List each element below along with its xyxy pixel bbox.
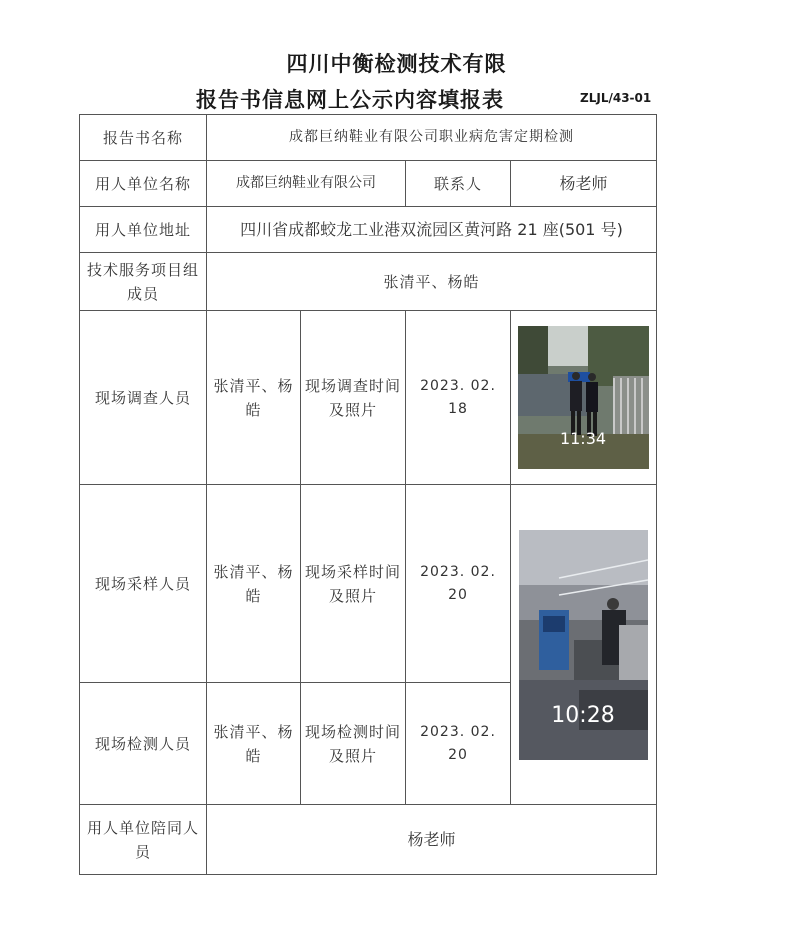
testing-time-label: 现场检测时间及照片: [301, 683, 406, 805]
survey-photo-time: 11:34: [559, 429, 607, 448]
label-contact: 联系人: [406, 161, 511, 207]
survey-time-label: 现场调查时间及照片: [301, 311, 406, 485]
info-table: [79, 114, 657, 875]
label-testing: 现场检测人员: [80, 683, 207, 805]
value-accompany: 杨老师: [207, 805, 657, 875]
value-address: 四川省成都蛟龙工业港双流园区黄河路 21 座(501 号): [207, 207, 657, 253]
sampling-photo-time: 10:28: [551, 702, 615, 728]
title-line-2: 报告书信息网上公示内容填报表: [196, 88, 504, 112]
row-address: [80, 207, 657, 253]
label-survey: 现场调查人员: [80, 311, 207, 485]
row-employer: [80, 161, 657, 207]
sampling-staff: 张清平、杨皓: [207, 485, 301, 683]
label-team: 技术服务项目组成员: [80, 253, 207, 311]
survey-photo-cell: [511, 311, 657, 485]
value-team: 张清平、杨皓: [207, 253, 657, 311]
label-employer: 用人单位名称: [80, 161, 207, 207]
row-sampling: [80, 485, 657, 683]
label-accompany: 用人单位陪同人员: [80, 805, 207, 875]
row-survey: [80, 311, 657, 485]
label-sampling: 现场采样人员: [80, 485, 207, 683]
survey-staff: 张清平、杨皓: [207, 311, 301, 485]
value-report-name: 成都巨纳鞋业有限公司职业病危害定期检测: [207, 115, 657, 161]
survey-date: 2023. 02. 18: [406, 311, 511, 485]
label-address: 用人单位地址: [80, 207, 207, 253]
label-report-name: 报告书名称: [80, 115, 207, 161]
value-employer: 成都巨纳鞋业有限公司: [207, 161, 406, 207]
sampling-photo-cell: [511, 485, 657, 805]
sampling-date: 2023. 02. 20: [406, 485, 511, 683]
sampling-photo: [519, 530, 648, 760]
document-number: ZLJL/43-01: [580, 91, 652, 105]
row-team: [80, 253, 657, 311]
survey-photo: [518, 326, 649, 469]
title-line-1: 四川中衡检测技术有限: [286, 52, 507, 76]
testing-staff: 张清平、杨皓: [207, 683, 301, 805]
row-report-name: [80, 115, 657, 161]
sampling-time-label: 现场采样时间及照片: [301, 485, 406, 683]
value-contact: 杨老师: [511, 161, 657, 207]
row-accompany: [80, 805, 657, 875]
testing-date: 2023. 02. 20: [406, 683, 511, 805]
